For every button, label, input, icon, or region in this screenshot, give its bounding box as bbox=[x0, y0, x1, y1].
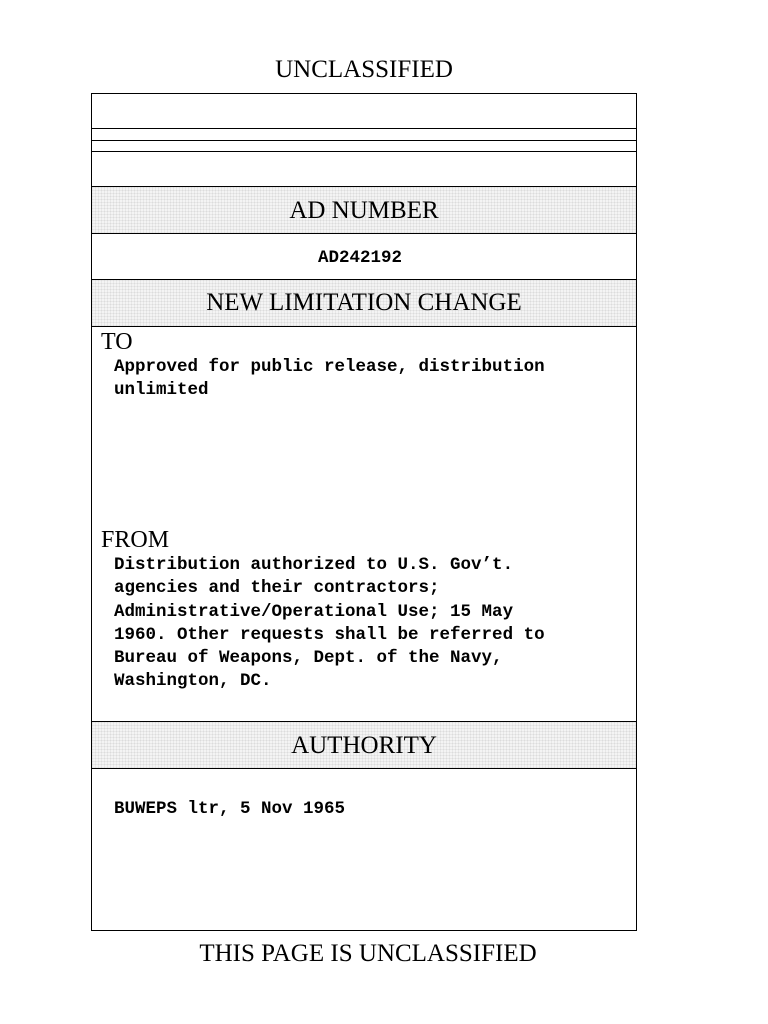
form-rule bbox=[92, 326, 636, 327]
limitation-change-heading: NEW LIMITATION CHANGE bbox=[206, 289, 522, 316]
form-rule bbox=[92, 233, 636, 234]
limitation-change-form bbox=[91, 93, 637, 931]
authority-text: BUWEPS ltr, 5 Nov 1965 bbox=[114, 799, 346, 819]
ad-number-value: AD242192 bbox=[317, 248, 402, 268]
form-rule bbox=[92, 768, 636, 769]
form-rule bbox=[92, 128, 636, 129]
to-label: TO bbox=[101, 329, 133, 355]
from-label: FROM bbox=[101, 527, 170, 553]
from-text: Distribution authorized to U.S. Gov’t. agencies and their contractors; Administrative/Operational Use; 15 May 1960. Other requests shall be referred to Bureau of Weapons, Dept. of the Navy, Washington, DC. bbox=[114, 555, 545, 692]
form-rule bbox=[92, 151, 636, 152]
to-text: Approved for public release, distribution unlimited bbox=[114, 357, 545, 401]
ad-number-heading: AD NUMBER bbox=[289, 197, 439, 224]
authority-heading: AUTHORITY bbox=[291, 732, 437, 759]
form-rule bbox=[92, 140, 636, 141]
bottom-classification-marking: THIS PAGE IS UNCLASSIFIED bbox=[199, 940, 537, 967]
form-rule bbox=[92, 186, 636, 187]
top-classification-marking: UNCLASSIFIED bbox=[275, 56, 453, 83]
